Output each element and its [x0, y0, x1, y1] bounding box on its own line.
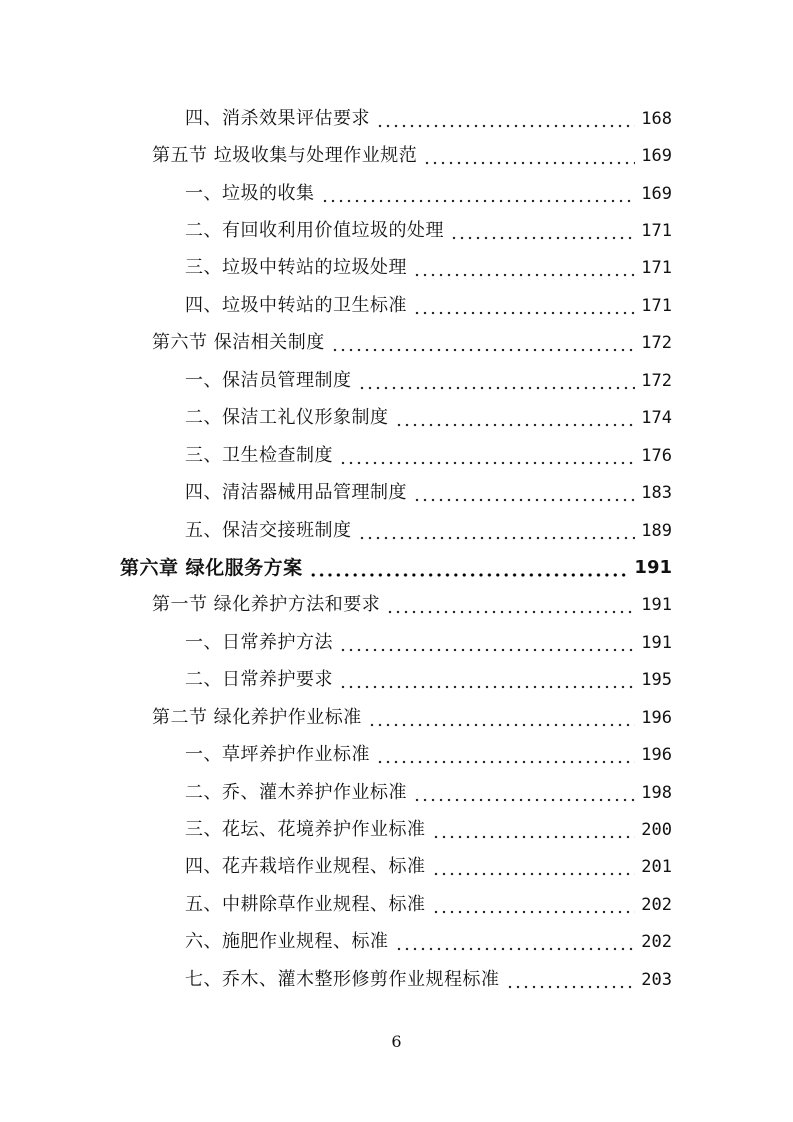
dot-leader — [376, 107, 635, 131]
toc-section-entry[interactable] — [0, 699, 793, 736]
toc-entry-page-number: 176 — [641, 445, 672, 466]
toc-entry-title: 第六章 绿化服务方案 — [120, 556, 303, 579]
toc-subsection-entry[interactable] — [0, 961, 793, 998]
toc-entry-title: 二、乔、灌木养护作业标准 — [185, 781, 407, 803]
toc-subsection-entry[interactable] — [0, 736, 793, 773]
dot-leader — [432, 855, 636, 879]
dot-leader — [413, 294, 635, 318]
toc-entry-page-number: 198 — [641, 782, 672, 803]
toc-entry-page-number: 203 — [641, 969, 672, 990]
toc-entry-title: 三、花坛、花境养护作业标准 — [185, 819, 426, 841]
dot-leader — [331, 331, 636, 355]
toc-subsection-entry[interactable] — [0, 924, 793, 961]
toc-entry-page-number: 196 — [641, 707, 672, 728]
dot-leader — [432, 893, 636, 917]
toc-entry-title: 四、垃圾中转站的卫生标准 — [185, 294, 407, 316]
toc-subsection-entry[interactable] — [0, 175, 793, 212]
toc-entry-title: 二、日常养护要求 — [185, 669, 333, 691]
dot-leader — [376, 743, 635, 767]
toc-entry-title: 三、垃圾中转站的垃圾处理 — [185, 257, 407, 279]
dot-leader — [339, 668, 635, 692]
toc-subsection-entry[interactable] — [0, 400, 793, 437]
dot-leader — [309, 556, 629, 580]
toc-entry-page-number: 172 — [641, 333, 672, 354]
dot-leader — [450, 219, 635, 243]
toc-subsection-entry[interactable] — [0, 849, 793, 886]
toc-entry-title: 第五节 垃圾收集与处理作业规范 — [152, 145, 418, 167]
toc-entry-page-number: 202 — [641, 894, 672, 915]
toc-entry-title: 第六节 保洁相关制度 — [152, 332, 325, 354]
toc-entry-page-number: 191 — [641, 595, 672, 616]
toc-entry-page-number: 171 — [641, 258, 672, 279]
dot-leader — [413, 781, 635, 805]
dot-leader — [358, 369, 636, 393]
toc-entry-title: 六、施肥作业规程、标准 — [185, 931, 389, 953]
toc-entry-title: 四、花卉栽培作业规程、标准 — [185, 856, 426, 878]
toc-entry-page-number: 183 — [641, 483, 672, 504]
toc-subsection-entry[interactable] — [0, 512, 793, 549]
dot-leader — [339, 444, 635, 468]
toc-entry-title: 一、草坪养护作业标准 — [185, 744, 370, 766]
toc-entry-title: 一、日常养护方法 — [185, 631, 333, 653]
toc-entry-page-number: 191 — [634, 556, 672, 578]
toc-entry-title: 第二节 绿化养护作业标准 — [152, 706, 362, 728]
page-number: 6 — [391, 1032, 402, 1051]
dot-leader — [358, 519, 636, 543]
dot-leader — [386, 593, 635, 617]
toc-section-entry[interactable] — [0, 325, 793, 362]
toc-entry-page-number: 200 — [641, 820, 672, 841]
toc-subsection-entry[interactable] — [0, 100, 793, 137]
toc-entry-page-number: 174 — [641, 408, 672, 429]
dot-leader — [321, 182, 636, 206]
toc-subsection-entry[interactable] — [0, 437, 793, 474]
toc-chapter-entry[interactable] — [0, 549, 793, 586]
toc-entry-title: 第一节 绿化养护方法和要求 — [152, 594, 381, 616]
toc-entry-page-number: 202 — [641, 932, 672, 953]
toc-subsection-entry[interactable] — [0, 212, 793, 249]
toc-entry-title: 二、保洁工礼仪形象制度 — [185, 407, 389, 429]
toc-section-entry[interactable] — [0, 587, 793, 624]
dot-leader — [432, 818, 636, 842]
toc-entry-title: 一、垃圾的收集 — [185, 182, 315, 204]
toc-subsection-entry[interactable] — [0, 474, 793, 511]
toc-subsection-entry[interactable] — [0, 811, 793, 848]
dot-leader — [506, 968, 636, 992]
toc-entry-title: 七、乔木、灌木整形修剪作业规程标准 — [185, 968, 500, 990]
toc-subsection-entry[interactable] — [0, 886, 793, 923]
toc-entry-page-number: 172 — [641, 370, 672, 391]
dot-leader — [368, 706, 636, 730]
toc-section-entry[interactable] — [0, 137, 793, 174]
toc-entry-title: 四、消杀效果评估要求 — [185, 107, 370, 129]
toc-entry-page-number: 171 — [641, 295, 672, 316]
toc-subsection-entry[interactable] — [0, 250, 793, 287]
toc-subsection-entry[interactable] — [0, 774, 793, 811]
dot-leader — [339, 631, 635, 655]
toc-subsection-entry[interactable] — [0, 287, 793, 324]
dot-leader — [395, 930, 636, 954]
dot-leader — [395, 406, 636, 430]
table-of-contents — [0, 100, 793, 999]
toc-entry-page-number: 196 — [641, 745, 672, 766]
toc-entry-page-number: 201 — [641, 857, 672, 878]
toc-entry-title: 五、中耕除草作业规程、标准 — [185, 893, 426, 915]
toc-entry-title: 三、卫生检查制度 — [185, 444, 333, 466]
toc-entry-title: 二、有回收利用价值垃圾的处理 — [185, 220, 444, 242]
dot-leader — [413, 481, 635, 505]
toc-entry-page-number: 191 — [641, 632, 672, 653]
toc-entry-page-number: 169 — [641, 183, 672, 204]
toc-entry-page-number: 168 — [641, 108, 672, 129]
dot-leader — [423, 144, 635, 168]
toc-entry-page-number: 195 — [641, 670, 672, 691]
toc-entry-page-number: 171 — [641, 221, 672, 242]
toc-entry-page-number: 189 — [641, 520, 672, 541]
toc-entry-page-number: 169 — [641, 146, 672, 167]
toc-entry-title: 五、保洁交接班制度 — [185, 519, 352, 541]
toc-entry-title: 一、保洁员管理制度 — [185, 369, 352, 391]
dot-leader — [413, 256, 635, 280]
toc-subsection-entry[interactable] — [0, 662, 793, 699]
toc-subsection-entry[interactable] — [0, 624, 793, 661]
toc-subsection-entry[interactable] — [0, 362, 793, 399]
toc-entry-title: 四、清洁器械用品管理制度 — [185, 482, 407, 504]
